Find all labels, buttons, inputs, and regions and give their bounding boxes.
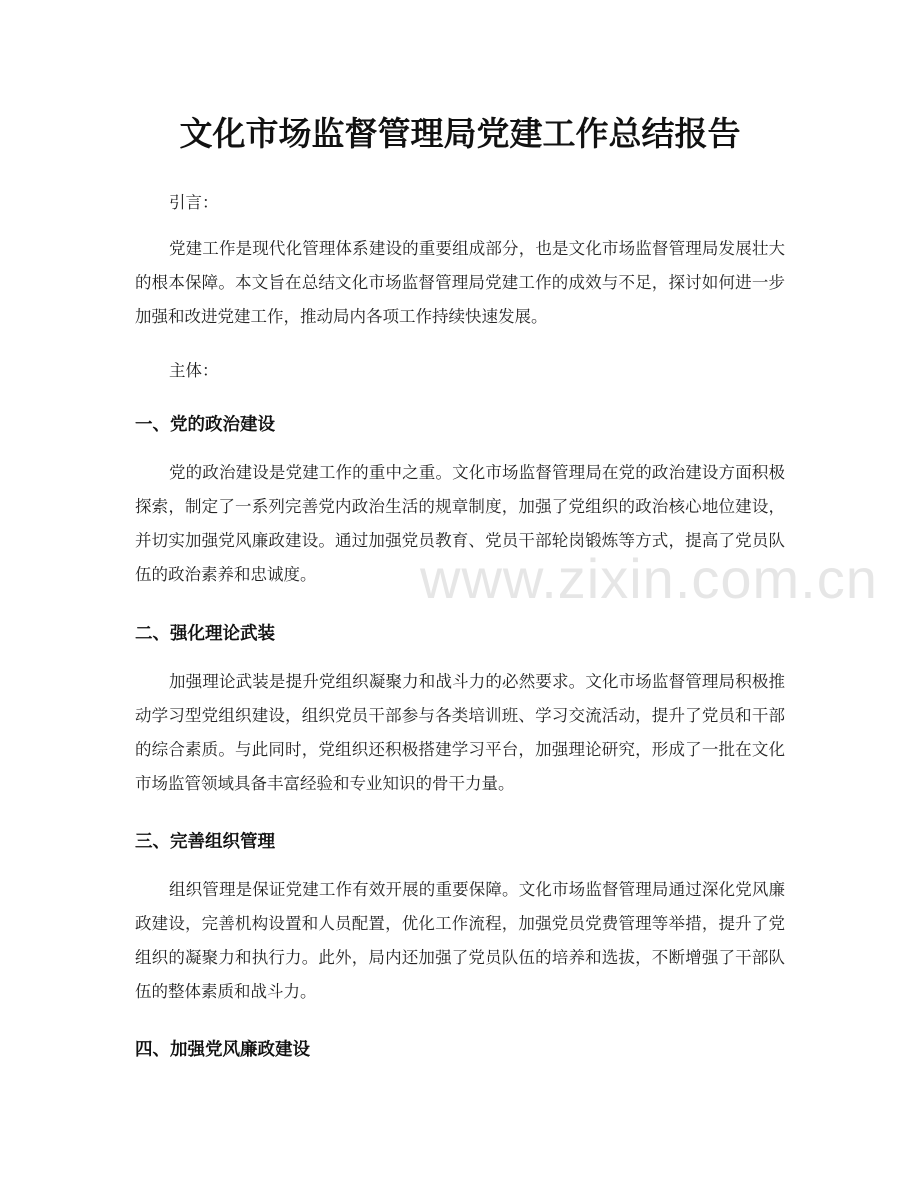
intro-paragraph: 党建工作是现代化管理体系建设的重要组成部分，也是文化市场监督管理局发展壮大的根本保障。本文旨在总结文化市场监督管理局党建工作的成效与不足，探讨如何进一步加强和改进党建工作，推动局内各项工作持续快速发展。 (135, 239, 785, 326)
section-paragraph-organization: 组织管理是保证党建工作有效开展的重要保障。文化市场监督管理局通过深化党风廉政建设，完善机构设置和人员配置，优化工作流程，加强党员党费管理等举措，提升了党组织的凝聚力和执行力。此外，局内还加强了党员队伍的培养和选拔，不断增强了干部队伍的整体素质和战斗力。 (135, 880, 785, 1001)
section-heading-organization: 三、完善组织管理 (135, 832, 275, 852)
section-paragraph-political: 党的政治建设是党建工作的重中之重。文化市场监督管理局在党的政治建设方面积极探索，制定了一系列完善党内政治生活的规章制度，加强了党组织的政治核心地位建设，并切实加强党风廉政建设。通过加强党员教育、党员干部轮岗锻炼等方式，提高了党员队伍的政治素养和忠诚度。 (135, 463, 785, 584)
body-label: 主体： (169, 361, 219, 380)
section-paragraph-theory: 加强理论武装是提升党组织凝聚力和战斗力的必然要求。文化市场监督管理局积极推动学习型党组织建设，组织党员干部参与各类培训班、学习交流活动，提升了党员和干部的综合素质。与此同时，党组织还积极搭建学习平台，加强理论研究，形成了一批在文化市场监管领域具备丰富经验和专业知识的骨干力量。 (135, 672, 785, 793)
section-heading-political: 一、党的政治建设 (135, 415, 275, 435)
intro-label: 引言： (169, 193, 219, 212)
section-heading-theory: 二、强化理论武装 (135, 624, 275, 644)
section-heading-integrity: 四、加强党风廉政建设 (135, 1040, 310, 1060)
document-title: 文化市场监督管理局党建工作总结报告 (179, 114, 741, 153)
watermark-text: www.zixin.com.cn (420, 547, 878, 610)
